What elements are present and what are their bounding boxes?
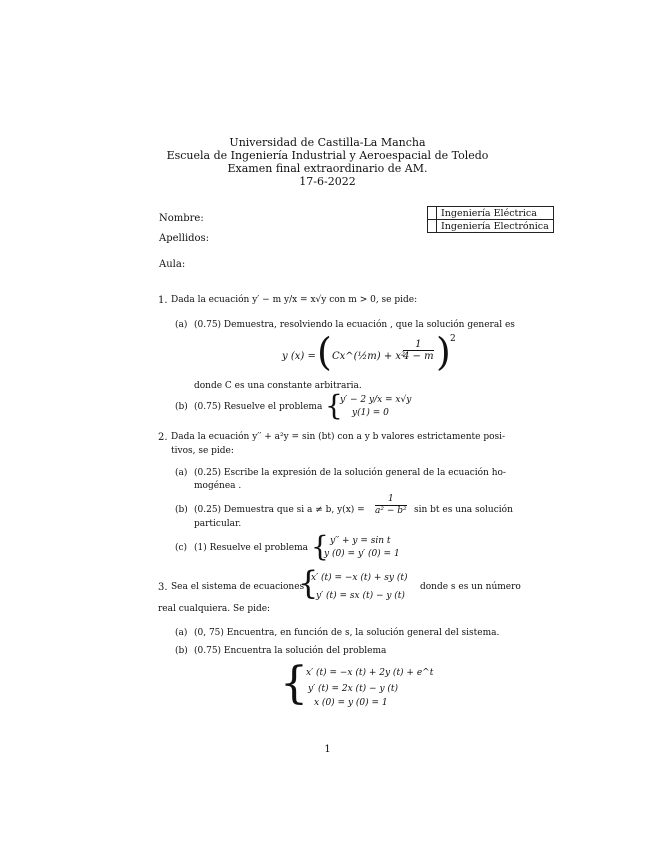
problem-2b-label: (b) bbox=[175, 505, 188, 515]
system-1b-eq1: y′ − 2 y/x = x√y bbox=[340, 395, 412, 405]
degree-table bbox=[427, 206, 554, 233]
formula-1a-open-paren: ( bbox=[317, 330, 332, 374]
problem-2c-text: (1) Resuelve el problema bbox=[194, 543, 309, 553]
formula-1a-fraction bbox=[403, 339, 434, 362]
surname-label: Apellidos: bbox=[159, 233, 210, 244]
system-3b-eq1: x′ (t) = −x (t) + 2y (t) + e^t bbox=[306, 668, 434, 678]
exam-title: Examen final extraordinario de AM. bbox=[227, 162, 428, 175]
formula-1a-exponent: 2 bbox=[450, 334, 456, 344]
problem-2b-frac-num: 1 bbox=[375, 494, 407, 506]
university-name: Universidad de Castilla-La Mancha bbox=[229, 136, 426, 149]
problem-2b-frac-den: a² − b² bbox=[375, 506, 407, 516]
system-2c-eq2: y (0) = y′ (0) = 1 bbox=[324, 549, 400, 559]
system-2c-eq1: y′′ + y = sin t bbox=[330, 536, 391, 546]
degree-row bbox=[428, 220, 554, 233]
system-3-eq1: x′ (t) = −x (t) + sy (t) bbox=[311, 573, 408, 583]
school-name: Escuela de Ingeniería Industrial y Aeroespacial de Toledo bbox=[166, 149, 489, 162]
system-1b-eq2: y(1) = 0 bbox=[352, 408, 389, 418]
problem-2-intro-line2: tivos, se pide: bbox=[171, 446, 234, 456]
formula-1a-frac-den: 4 − m bbox=[403, 351, 434, 362]
formula-1a-inner: Cx^(½m) + x² bbox=[332, 351, 406, 362]
problem-1a-note: donde C es una constante arbitraria. bbox=[194, 381, 362, 391]
problem-1a-text: (0.75) Demuestra, resolviendo la ecuación , que la solución general es bbox=[194, 320, 515, 330]
formula-1a-frac-num: 1 bbox=[403, 339, 434, 351]
room-label: Aula: bbox=[159, 259, 186, 270]
problem-1-intro: Dada la ecuación y′ − m y/x = x√y con m > 0, se pide: bbox=[171, 295, 418, 305]
problem-1b-text: (0.75) Resuelve el problema bbox=[194, 402, 323, 412]
formula-1a-close-paren: ) bbox=[436, 330, 451, 374]
problem-2a-text-line1: (0.25) Escribe la expresión de la solución general de la ecuación ho- bbox=[194, 468, 506, 478]
problem-3a-label: (a) bbox=[175, 628, 188, 638]
exam-date: 17-6-2022 bbox=[299, 175, 356, 188]
system-2c-brace: { bbox=[311, 530, 329, 563]
problem-2a-text-line2: mogénea . bbox=[194, 481, 242, 491]
problem-2b-text-post: sin bt es una solución bbox=[414, 505, 513, 515]
problem-3-intro-pre: Sea el sistema de ecuaciones bbox=[171, 582, 305, 592]
problem-2a-label: (a) bbox=[175, 468, 188, 478]
problem-3b-label: (b) bbox=[175, 646, 188, 656]
degree-label: Ingeniería Electrónica bbox=[437, 220, 554, 233]
degree-label: Ingeniería Eléctrica bbox=[437, 207, 554, 220]
problem-3b-text: (0.75) Encuentra la solución del problema bbox=[194, 646, 387, 656]
system-3b-eq3: x (0) = y (0) = 1 bbox=[314, 698, 388, 708]
system-3b-brace: { bbox=[280, 658, 308, 709]
problem-3a-text: (0, 75) Encuentra, en función de s, la solución general del sistema. bbox=[194, 628, 500, 638]
formula-1a-lhs: y (x) = bbox=[282, 351, 316, 362]
problem-1b-label: (b) bbox=[175, 402, 188, 412]
problem-2c-label: (c) bbox=[175, 543, 188, 553]
system-3-brace: { bbox=[298, 564, 319, 602]
system-3b-eq2: y′ (t) = 2x (t) − y (t) bbox=[308, 684, 399, 694]
problem-3-intro-post: donde s es un número bbox=[420, 582, 521, 592]
problem-1-number: 1. bbox=[158, 295, 168, 306]
problem-2-number: 2. bbox=[158, 432, 168, 443]
problem-2b-fraction bbox=[375, 494, 407, 517]
problem-3-intro-line2: real cualquiera. Se pide: bbox=[158, 604, 271, 614]
page-number: 1 bbox=[324, 744, 331, 755]
name-label: Nombre: bbox=[159, 213, 204, 224]
system-3-eq2: y′ (t) = sx (t) − y (t) bbox=[316, 591, 405, 601]
degree-row bbox=[428, 207, 554, 220]
problem-2-intro-line1: Dada la ecuación y′′ + a²y = sin (bt) con a y b valores estrictamente posi- bbox=[171, 432, 506, 442]
degree-checkbox[interactable] bbox=[428, 207, 437, 220]
problem-1a-label: (a) bbox=[175, 320, 188, 330]
problem-2b-text-line2: particular. bbox=[194, 519, 242, 529]
problem-2b-text-pre: (0.25) Demuestra que si a ≠ b, y(x) = bbox=[194, 505, 365, 515]
problem-3-number: 3. bbox=[158, 582, 168, 593]
system-1b-brace: { bbox=[325, 389, 343, 422]
degree-checkbox[interactable] bbox=[428, 220, 437, 233]
